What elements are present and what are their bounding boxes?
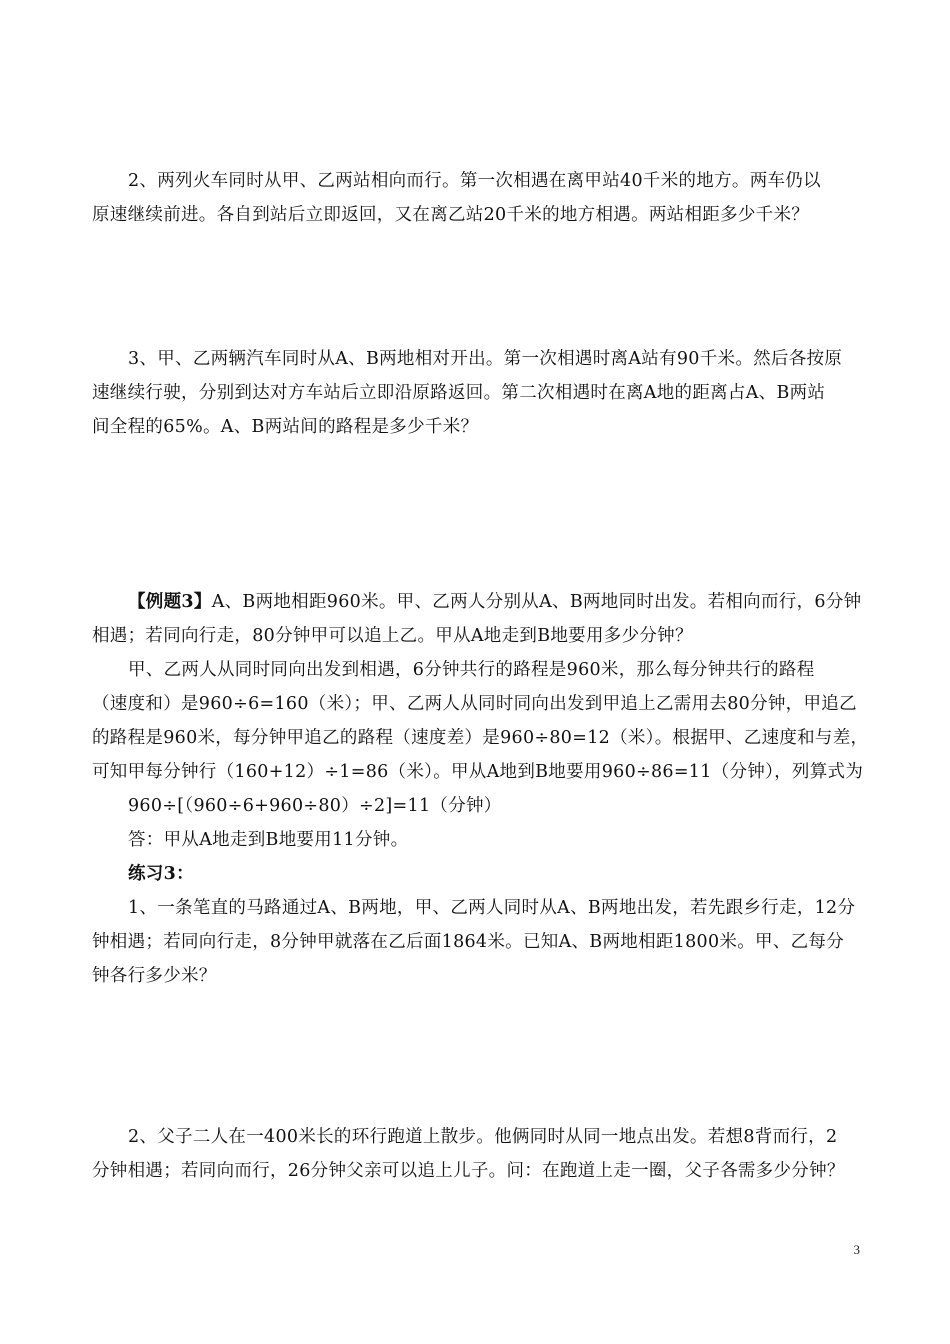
solution-line-4: 可知甲每分钟行（160+12）÷1=86（米）。甲从A地到B地要用960÷86=11（分钟），列算式为 — [92, 762, 864, 782]
problem-2-line-1: 2、两列火车同时从甲、乙两站相向而行。第一次相遇在离甲站40千米的地方。两车仍以 — [128, 171, 821, 191]
exercise-problem-2 — [92, 1120, 862, 1188]
problem-2 — [92, 164, 862, 232]
solution-formula: 960÷[（960÷6+960÷80）÷2]=11（分钟） — [128, 796, 502, 816]
problem-3-line-2: 速继续行驶，分别到达对方车站后立即沿原路返回。第二次相遇时在离A地的距离占A、B两站 — [92, 383, 826, 403]
exercise-1-line-2: 钟相遇；若同向行走，8分钟甲就落在乙后面1864米。已知A、B两地相距1800米。甲、乙每分 — [92, 932, 845, 952]
solution-answer: 答：甲从A地走到B地要用11分钟。 — [128, 830, 409, 850]
solution-line-2: （速度和）是960÷6=160（米）；甲、乙两人从同时同向出发到甲追上乙需用去80分钟，甲追乙 — [92, 694, 857, 714]
example-3-line-2: 相遇；若同向行走，80分钟甲可以追上乙。甲从A地走到B地要用多少分钟？ — [92, 626, 693, 646]
page-number: 3 — [853, 1242, 860, 1257]
problem-3-line-3: 间全程的65%。A、B两站间的路程是多少千米？ — [92, 417, 479, 437]
problem-3 — [92, 342, 862, 444]
exercise-2-line-2: 分钟相遇；若同向而行，26分钟父亲可以追上儿子。问：在跑道上走一圈，父子各需多少分钟？ — [92, 1161, 845, 1181]
problem-2-line-2: 原速继续前进。各自到站后立即返回，又在离乙站20千米的地方相遇。两站相距多少千米？ — [92, 205, 810, 225]
solution-line-3: 的路程是960米，每分钟甲追乙的路程（速度差）是960÷80=12（米）。根据甲、乙速度和与差， — [92, 728, 869, 748]
exercise-1-line-3: 钟各行多少米？ — [92, 966, 217, 986]
example-3 — [92, 585, 869, 993]
example-3-line-1-text: A、B两地相距960米。甲、乙两人分别从A、B两地同时出发。若相向而行，6分钟 — [211, 592, 862, 612]
exercise-2-line-1: 2、父子二人在一400米长的环行跑道上散步。他俩同时从同一地点出发。若想8背而行，2 — [128, 1127, 838, 1147]
example-3-line-1 — [92, 585, 862, 619]
solution-line-1: 甲、乙两人从同时同向出发到相遇，6分钟共行的路程是960米，那么每分钟共行的路程 — [128, 660, 815, 680]
problem-3-line-1: 3、甲、乙两辆汽车同时从A、B两地相对开出。第一次相遇时离A站有90千米。然后各按原 — [128, 349, 843, 369]
example-3-label: 【例题3】 — [128, 592, 212, 612]
exercise-3-heading: 练习3： — [128, 864, 194, 884]
exercise-1-line-1: 1、一条笔直的马路通过A、B两地，甲、乙两人同时从A、B两地出发，若先跟乡行走，12分 — [128, 898, 856, 918]
